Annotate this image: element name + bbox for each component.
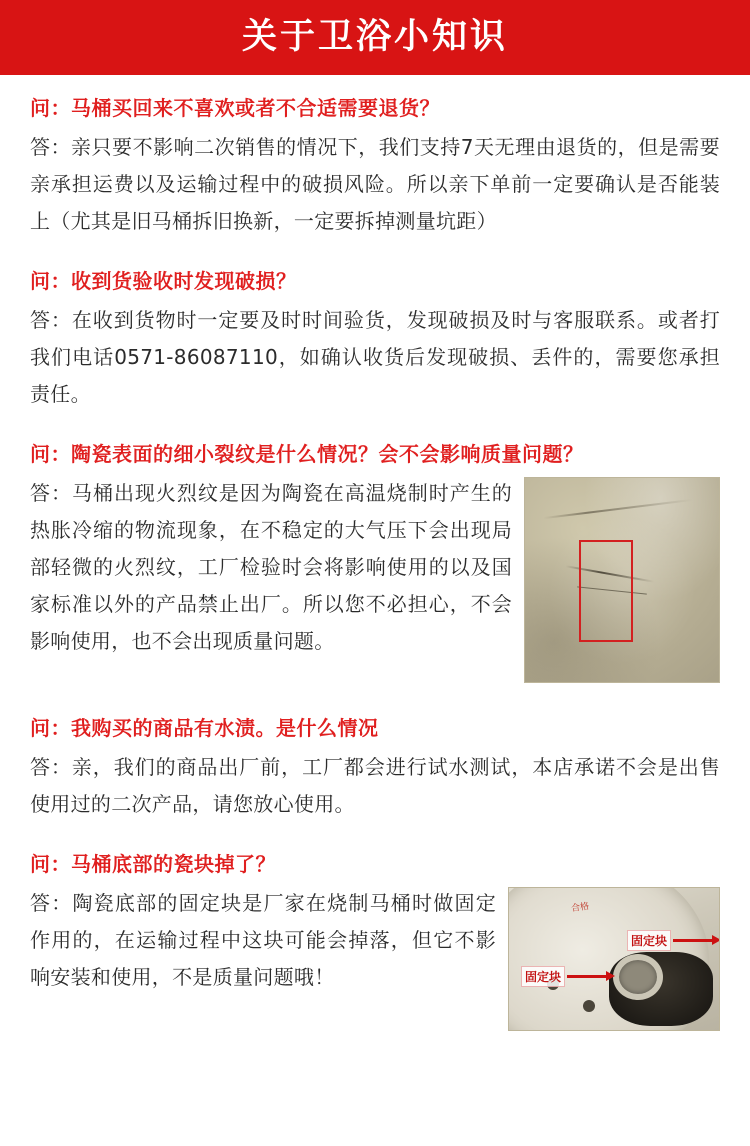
fixing-block-ring bbox=[613, 954, 663, 1000]
page-header bbox=[0, 0, 750, 75]
quality-stamp: 合格 bbox=[570, 901, 590, 915]
faq-answer: 答：陶瓷底部的固定块是厂家在烧制马桶时做固定作用的，在运输过程中这块可能会掉落，但它不影响安装和使用，不是质量问题哦！ bbox=[30, 891, 496, 989]
arrow-icon bbox=[673, 939, 713, 942]
arrow-icon bbox=[567, 975, 607, 978]
faq-item-1 bbox=[30, 93, 720, 240]
toilet-base-photo bbox=[508, 887, 720, 1031]
base-hole bbox=[583, 1000, 595, 1012]
faq-question: 问：收到货验收时发现破损？ bbox=[30, 269, 297, 293]
page-title: 关于卫浴小知识 bbox=[241, 17, 508, 57]
crack-highlight-box bbox=[579, 540, 633, 642]
faq-question: 问：马桶底部的瓷块掉了？ bbox=[30, 852, 276, 876]
faq-answer: 答：马桶出现火烈纹是因为陶瓷在高温烧制时产生的热胀冷缩的物流现象，在不稳定的大气压下会出现局部轻微的火烈纹，工厂检验时会将影响使用的以及国家标准以外的产品禁止出厂。所以您不必担心，不会影响使用，也不会出现质量问题。 bbox=[30, 481, 512, 653]
faq-item-4 bbox=[30, 713, 720, 823]
callout-label: 固定块 bbox=[627, 930, 671, 951]
faq-item-5 bbox=[30, 849, 720, 1031]
ceramic-crack-photo bbox=[524, 477, 720, 683]
faq-question: 问：我购买的商品有水渍。是什么情况 bbox=[30, 716, 379, 740]
faq-answer: 答：在收到货物时一定要及时时间验货，发现破损及时与客服联系。或者打我们电话0571-86087110，如确认收货后发现破损、丢件的，需要您承担责任。 bbox=[30, 308, 720, 406]
callout-label: 固定块 bbox=[521, 966, 565, 987]
faq-item-3 bbox=[30, 439, 720, 687]
faq-answer: 答：亲只要不影响二次销售的情况下，我们支持7天无理由退货的，但是需要亲承担运费以及运输过程中的破损风险。所以亲下单前一定要确认是否能装上（尤其是旧马桶拆旧换新，一定要拆掉测量坑距） bbox=[30, 135, 720, 233]
faq-answer: 答：亲，我们的商品出厂前，工厂都会进行试水测试，本店承诺不会是出售使用过的二次产品，请您放心使用。 bbox=[30, 755, 720, 816]
faq-question: 问：陶瓷表面的细小裂纹是什么情况？会不会影响质量问题？ bbox=[30, 442, 584, 466]
faq-content bbox=[0, 75, 750, 1031]
faq-item-2 bbox=[30, 266, 720, 413]
fixing-block-callout-left bbox=[521, 966, 607, 987]
faq-question: 问：马桶买回来不喜欢或者不合适需要退货？ bbox=[30, 96, 440, 120]
fixing-block-callout-right bbox=[627, 930, 713, 951]
